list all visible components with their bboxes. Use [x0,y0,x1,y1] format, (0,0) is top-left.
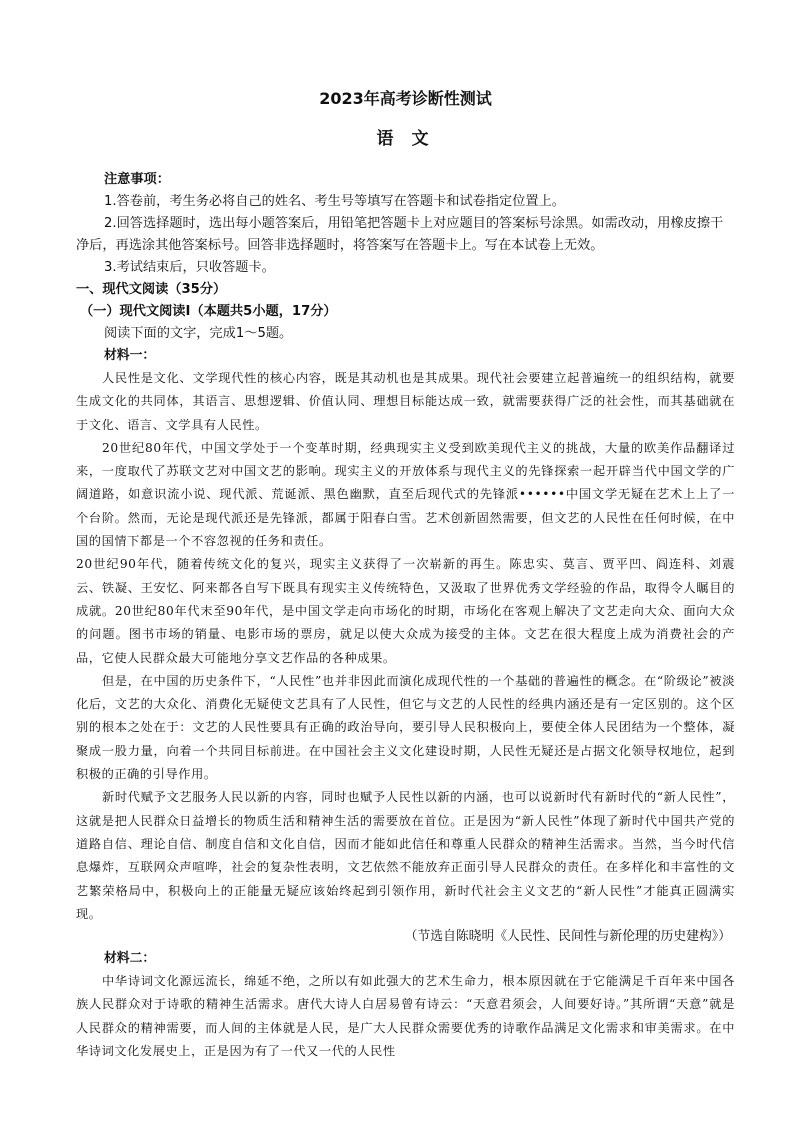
notice-item-3: 3.考试结束后，只收答题卡。 [104,260,275,275]
notice-heading: 注意事项： [104,172,170,187]
notice-block [76,169,735,279]
material1-paragraph: 新时代赋予文艺服务人民以新的内容，同时也赋予人民性以新的内涵，也可以说新时代有新时代的“新人民性”，这就是把人民群众日益增长的物质生活和精神生活的需要放在首位。正是因为“新人民性”体现了新时代中国共产党的道路自信、理论自信、制度自信和文化自信，因而才能如此信任和尊重人民群众的精神生活需求。当然，当今时代信息爆炸，互联网众声喧哗，社会的复杂性表明，文艺依然不能放弃正面引导人民群众的责任。在多样化和丰富性的文艺繁荣格局中，积极向上的正能量无疑应该始终起到引领作用，新时代社会主义文艺的“新人民性”才能真正圆满实现。 [76,790,735,921]
material1-paragraph: 20世纪80年代，中国文学处于一个变革时期，经典现实主义受到欧美现代主义的挑战，大量的欧美作品翻译过来，一度取代了苏联文艺对中国文艺的影响。现实主义的开放体系与现代主义的先锋探索一起开辟当代中国文学的广阔道路，如意识流小说、现代派、荒诞派、黑色幽默，直至后现代式的先锋派••••••中国文学无疑在艺术上上了一个台阶。然而，无论是现代派还是先锋派，都属于阳春白雪。艺术创新固然需要，但文艺的人民性在任何时候，在中国的国情下都是一个不容忽视的任务和责任。 [76,440,735,549]
material1-paragraph: 20世纪90年代，随着传统文化的复兴，现实主义获得了一次崭新的再生。陈忠实、莫言、贾平凹、阎连科、刘震云、铁凝、王安忆、阿来都各自写下既具有现实主义传统特色，又汲取了世界优秀文学经验的作品，取得令人瞩目的成就。20世纪80年代末至90年代，是中国文学走向市场化的时期，市场化在客观上解决了文艺走向大众、面向大众的问题。图书市场的销量、电影市场的票房，就足以使大众成为接受的主体。文艺在很大程度上成为消费社会的产品，它使人民群众最大可能地分享文艺作品的各种成果。 [76,557,735,665]
part1-heading: 一、现代文阅读（35分） [76,282,227,297]
part1-instruction: 阅读下面的文字，完成1～5题。 [104,326,293,341]
material2-label: 材料二： [104,951,156,967]
notice-item-1: 1.答卷前，考生务必将自己的姓名、考生号等填写在答题卡和试卷指定位置上。 [104,194,565,209]
material2-body [76,970,735,1063]
material1-paragraph: 人民性是文化、文学现代性的核心内容，既是其动机也是其成果。现代社会要建立起普遍统一的组织结构，就要生成文化的共同体，其语言、思想逻辑、价值认同、理想目标能达成一致，就需要获得广泛的社会性，而其基础就在于文化、语言、文学具有人民性。 [76,371,735,432]
exam-title: 2023年高考诊断性测试 [319,89,492,108]
notice-item-2: 2.回答选择题时，选出每小题答案后，用铅笔把答题卡上对应题目的答案标号涂黑。如需改动，用橡皮擦干净后，再选涂其他答案标号。回答非选择题时，将答案写在答题卡上。写在本试卷上无效。 [76,216,724,253]
part1-sub-heading: （一）现代文阅读Ⅰ（本题共5小题，17分） [80,304,337,319]
material1-paragraph: 但是，在中国的历史条件下，“人民性”也并非因此而演化成现代性的一个基础的普遍性的概念。在“阶级论”被淡化后，文艺的大众化、消费化无疑使文艺具有了人民性，但它与文艺的人民性的经典内涵还是有一定区别的。这个区别的根本之处在于：文艺的人民性要具有正确的政治导向，要引导人民积极向上，要使全体人民团结为一个整体，凝聚成一股力量，向着一个共同目标前进。在中国社会主义文化建设时期，人民性无疑还是占据文化领导权地位，起到积极的正确的引导作用。 [76,673,735,782]
material1-label: 材料一： [104,348,156,363]
material1-body [76,367,735,926]
exam-subject: 语 文 [376,129,435,149]
material2-paragraph: 中华诗词文化源远流长，绵延不绝，之所以有如此强大的艺术生命力，根本原因就在于它能满足千百年来中国各族人民群众对于诗歌的精神生活需求。唐代大诗人白居易曾有诗云：“天意君须会，人间要好诗。”其所谓“天意”就是人民群众的精神需要，而人间的主体就是人民，是广大人民群众需要优秀的诗歌作品满足文化需求和审美需求。在中华诗词文化发展史上，正是因为有了一代又一代的人民性 [76,974,735,1059]
material1-source: （节选自陈晓明《人民性、民间性与新伦理的历史建构》） [404,929,731,945]
